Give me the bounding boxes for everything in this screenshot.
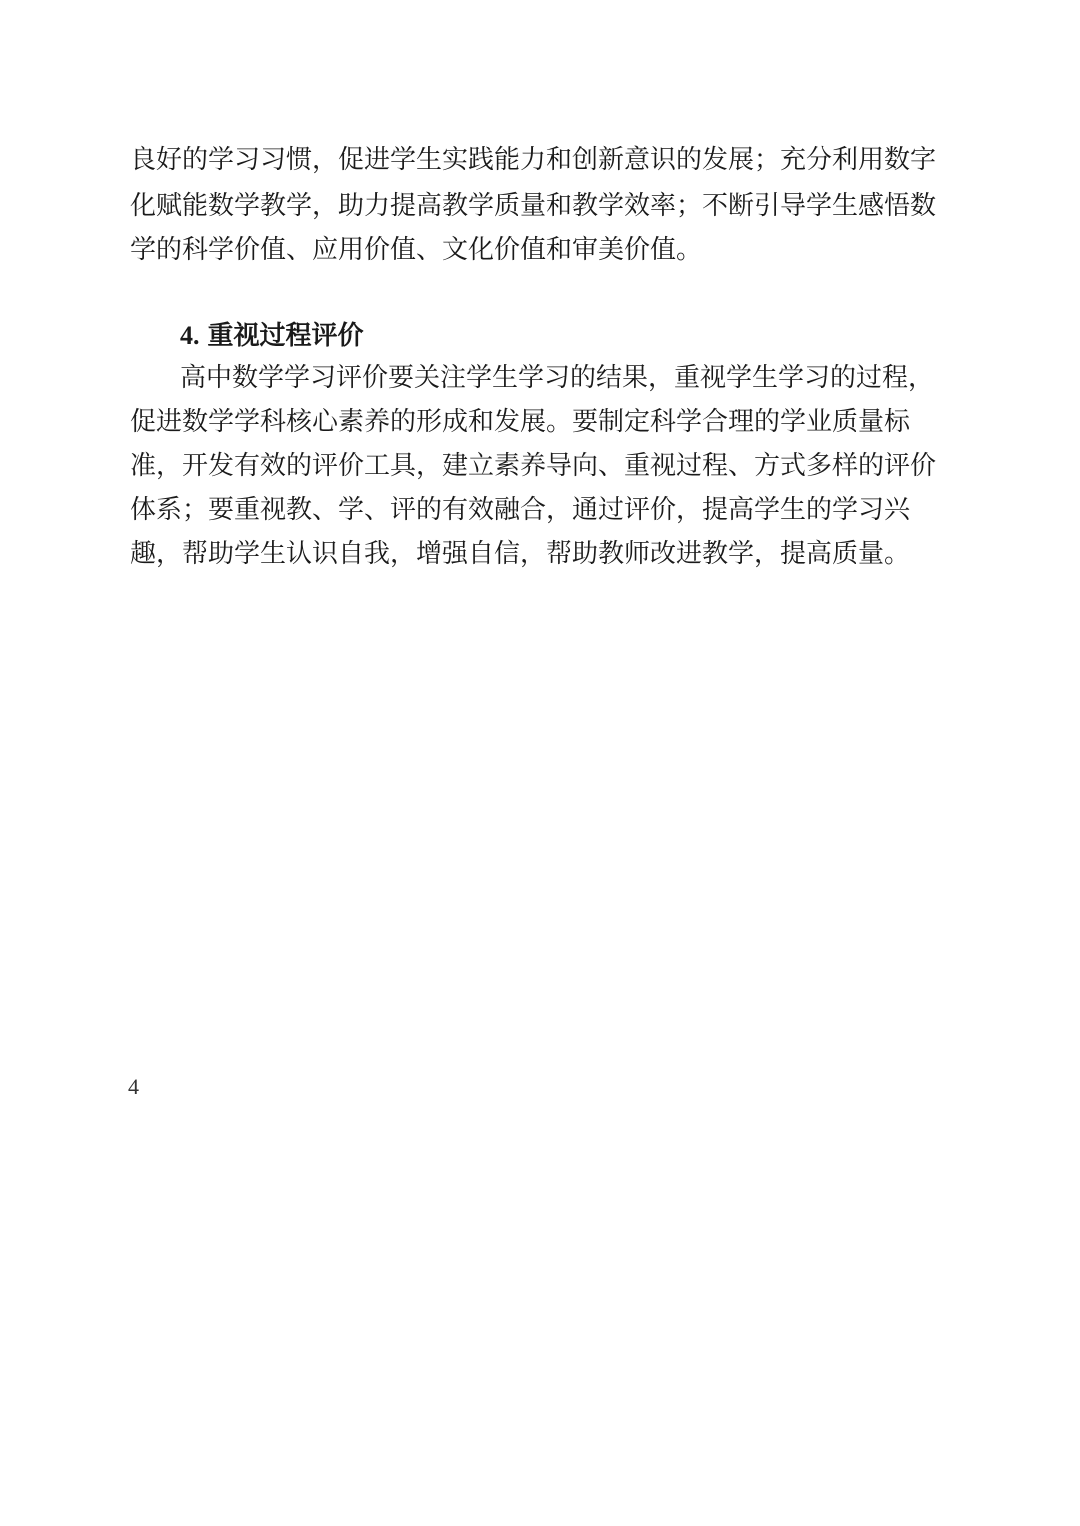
paragraph1-line-1: 良好的学习习惯，促进学生实践能力和创新意识的发展；充分利用数字 [130, 145, 937, 175]
paragraph2-line-2: 促进数学学科核心素养的形成和发展。要制定科学合理的学业质量标 [130, 407, 911, 437]
paragraph1-line-3: 学的科学价值、应用价值、文化价值和审美价值。 [130, 235, 703, 265]
page-number: 4 [128, 1074, 139, 1099]
paragraph2-line-3: 准，开发有效的评价工具，建立素养导向、重视过程、方式多样的评价 [130, 451, 937, 481]
paragraph2-line-4: 体系；要重视教、学、评的有效融合，通过评价，提高学生的学习兴 [130, 495, 911, 525]
paragraph2-line-1: 高中数学学习评价要关注学生学习的结果，重视学生学习的过程， [180, 363, 935, 393]
section-heading [180, 314, 364, 358]
section-title: 重视过程评价 [207, 321, 364, 351]
paragraph2-line-5: 趣，帮助学生认识自我，增强自信，帮助教师改进教学，提高质量。 [130, 539, 911, 569]
section-number: 4. [180, 321, 200, 350]
paragraph1-line-2: 化赋能数学教学，助力提高教学质量和教学效率；不断引导学生感悟数 [130, 191, 937, 221]
